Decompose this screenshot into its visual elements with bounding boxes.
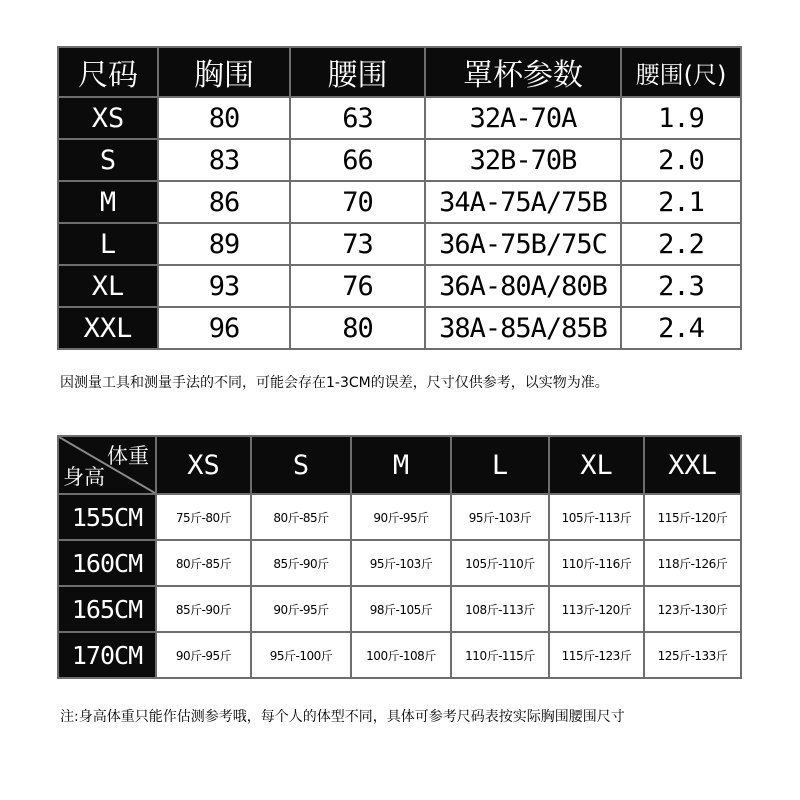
weight-range: 125斤-133斤 [644,632,741,678]
cup-value: 32A-70A [425,97,621,139]
height-weight-table [57,435,742,679]
cup-value: 36A-75B/75C [425,223,621,265]
waist-value: 66 [290,139,425,181]
waist-chi-value: 2.2 [621,223,741,265]
table-row [58,223,741,265]
waist-chi-value: 2.1 [621,181,741,223]
bust-value: 86 [158,181,290,223]
weight-range: 123斤-130斤 [644,586,741,632]
table-row [58,494,741,540]
weight-range: 118斤-126斤 [644,540,741,586]
table-row [58,97,741,139]
weight-range: 85斤-90斤 [251,540,351,586]
waist-value: 80 [290,307,425,349]
waist-value: 76 [290,265,425,307]
header-cup: 罩杯参数 [425,47,621,97]
weight-range: 115斤-123斤 [549,632,644,678]
waist-value: 73 [290,223,425,265]
cup-value: 34A-75A/75B [425,181,621,223]
waist-chi-value: 2.4 [621,307,741,349]
waist-chi-value: 1.9 [621,97,741,139]
size-label: L [58,223,158,265]
cup-value: 38A-85A/85B [425,307,621,349]
size-label: XS [58,97,158,139]
weight-range: 75斤-80斤 [156,494,251,540]
header-size: 尺码 [58,47,158,97]
weight-range: 95斤-103斤 [451,494,549,540]
table-row [58,265,741,307]
weight-range: 95斤-103斤 [351,540,451,586]
bust-value: 89 [158,223,290,265]
height-value: 165CM [58,586,156,632]
hw-corner-header [58,436,156,494]
waist-chi-value: 2.3 [621,265,741,307]
weight-range: 90斤-95斤 [156,632,251,678]
hw-size-header: XS [156,436,251,494]
size-label: XL [58,265,158,307]
height-value: 160CM [58,540,156,586]
height-value: 170CM [58,632,156,678]
weight-range: 105斤-110斤 [451,540,549,586]
header-waist: 腰围 [290,47,425,97]
height-label: 身高 [63,465,105,489]
size-label: S [58,139,158,181]
weight-label: 体重 [107,444,149,468]
hw-size-header: M [351,436,451,494]
weight-range: 110斤-115斤 [451,632,549,678]
weight-range: 113斤-120斤 [549,586,644,632]
size-label: M [58,181,158,223]
weight-range: 110斤-116斤 [549,540,644,586]
hw-size-header: XXL [644,436,741,494]
cup-value: 32B-70B [425,139,621,181]
weight-range: 115斤-120斤 [644,494,741,540]
size-chart-table [57,46,742,350]
header-waist-chi: 腰围(尺) [621,47,741,97]
cup-value: 36A-80A/80B [425,265,621,307]
bust-value: 96 [158,307,290,349]
table-row [58,540,741,586]
bust-value: 80 [158,97,290,139]
weight-range: 80斤-85斤 [156,540,251,586]
table-row [58,632,741,678]
weight-range: 105斤-113斤 [549,494,644,540]
weight-range: 100斤-108斤 [351,632,451,678]
weight-range: 108斤-113斤 [451,586,549,632]
hw-header-row [58,436,741,494]
waist-chi-value: 2.0 [621,139,741,181]
size-label: XXL [58,307,158,349]
bust-value: 83 [158,139,290,181]
hw-size-header: XL [549,436,644,494]
weight-range: 85斤-90斤 [156,586,251,632]
table-row [58,181,741,223]
table-row [58,586,741,632]
size-note: 因测量工具和测量手法的不同，可能会存在1-3CM的误差，尺寸仅供参考，以实物为准。 [60,375,609,391]
size-chart-header-row [58,47,741,97]
bust-value: 93 [158,265,290,307]
table-row [58,139,741,181]
weight-range: 95斤-100斤 [251,632,351,678]
height-value: 155CM [58,494,156,540]
weight-range: 90斤-95斤 [251,586,351,632]
height-weight-note: 注:身高体重只能作估测参考哦，每个人的体型不同，具体可参考尺码表按实际胸围腰围尺寸 [60,709,625,725]
waist-value: 63 [290,97,425,139]
table-row [58,307,741,349]
hw-size-header: L [451,436,549,494]
hw-size-header: S [251,436,351,494]
weight-range: 98斤-105斤 [351,586,451,632]
header-bust: 胸围 [158,47,290,97]
waist-value: 70 [290,181,425,223]
weight-range: 90斤-95斤 [351,494,451,540]
weight-range: 80斤-85斤 [251,494,351,540]
